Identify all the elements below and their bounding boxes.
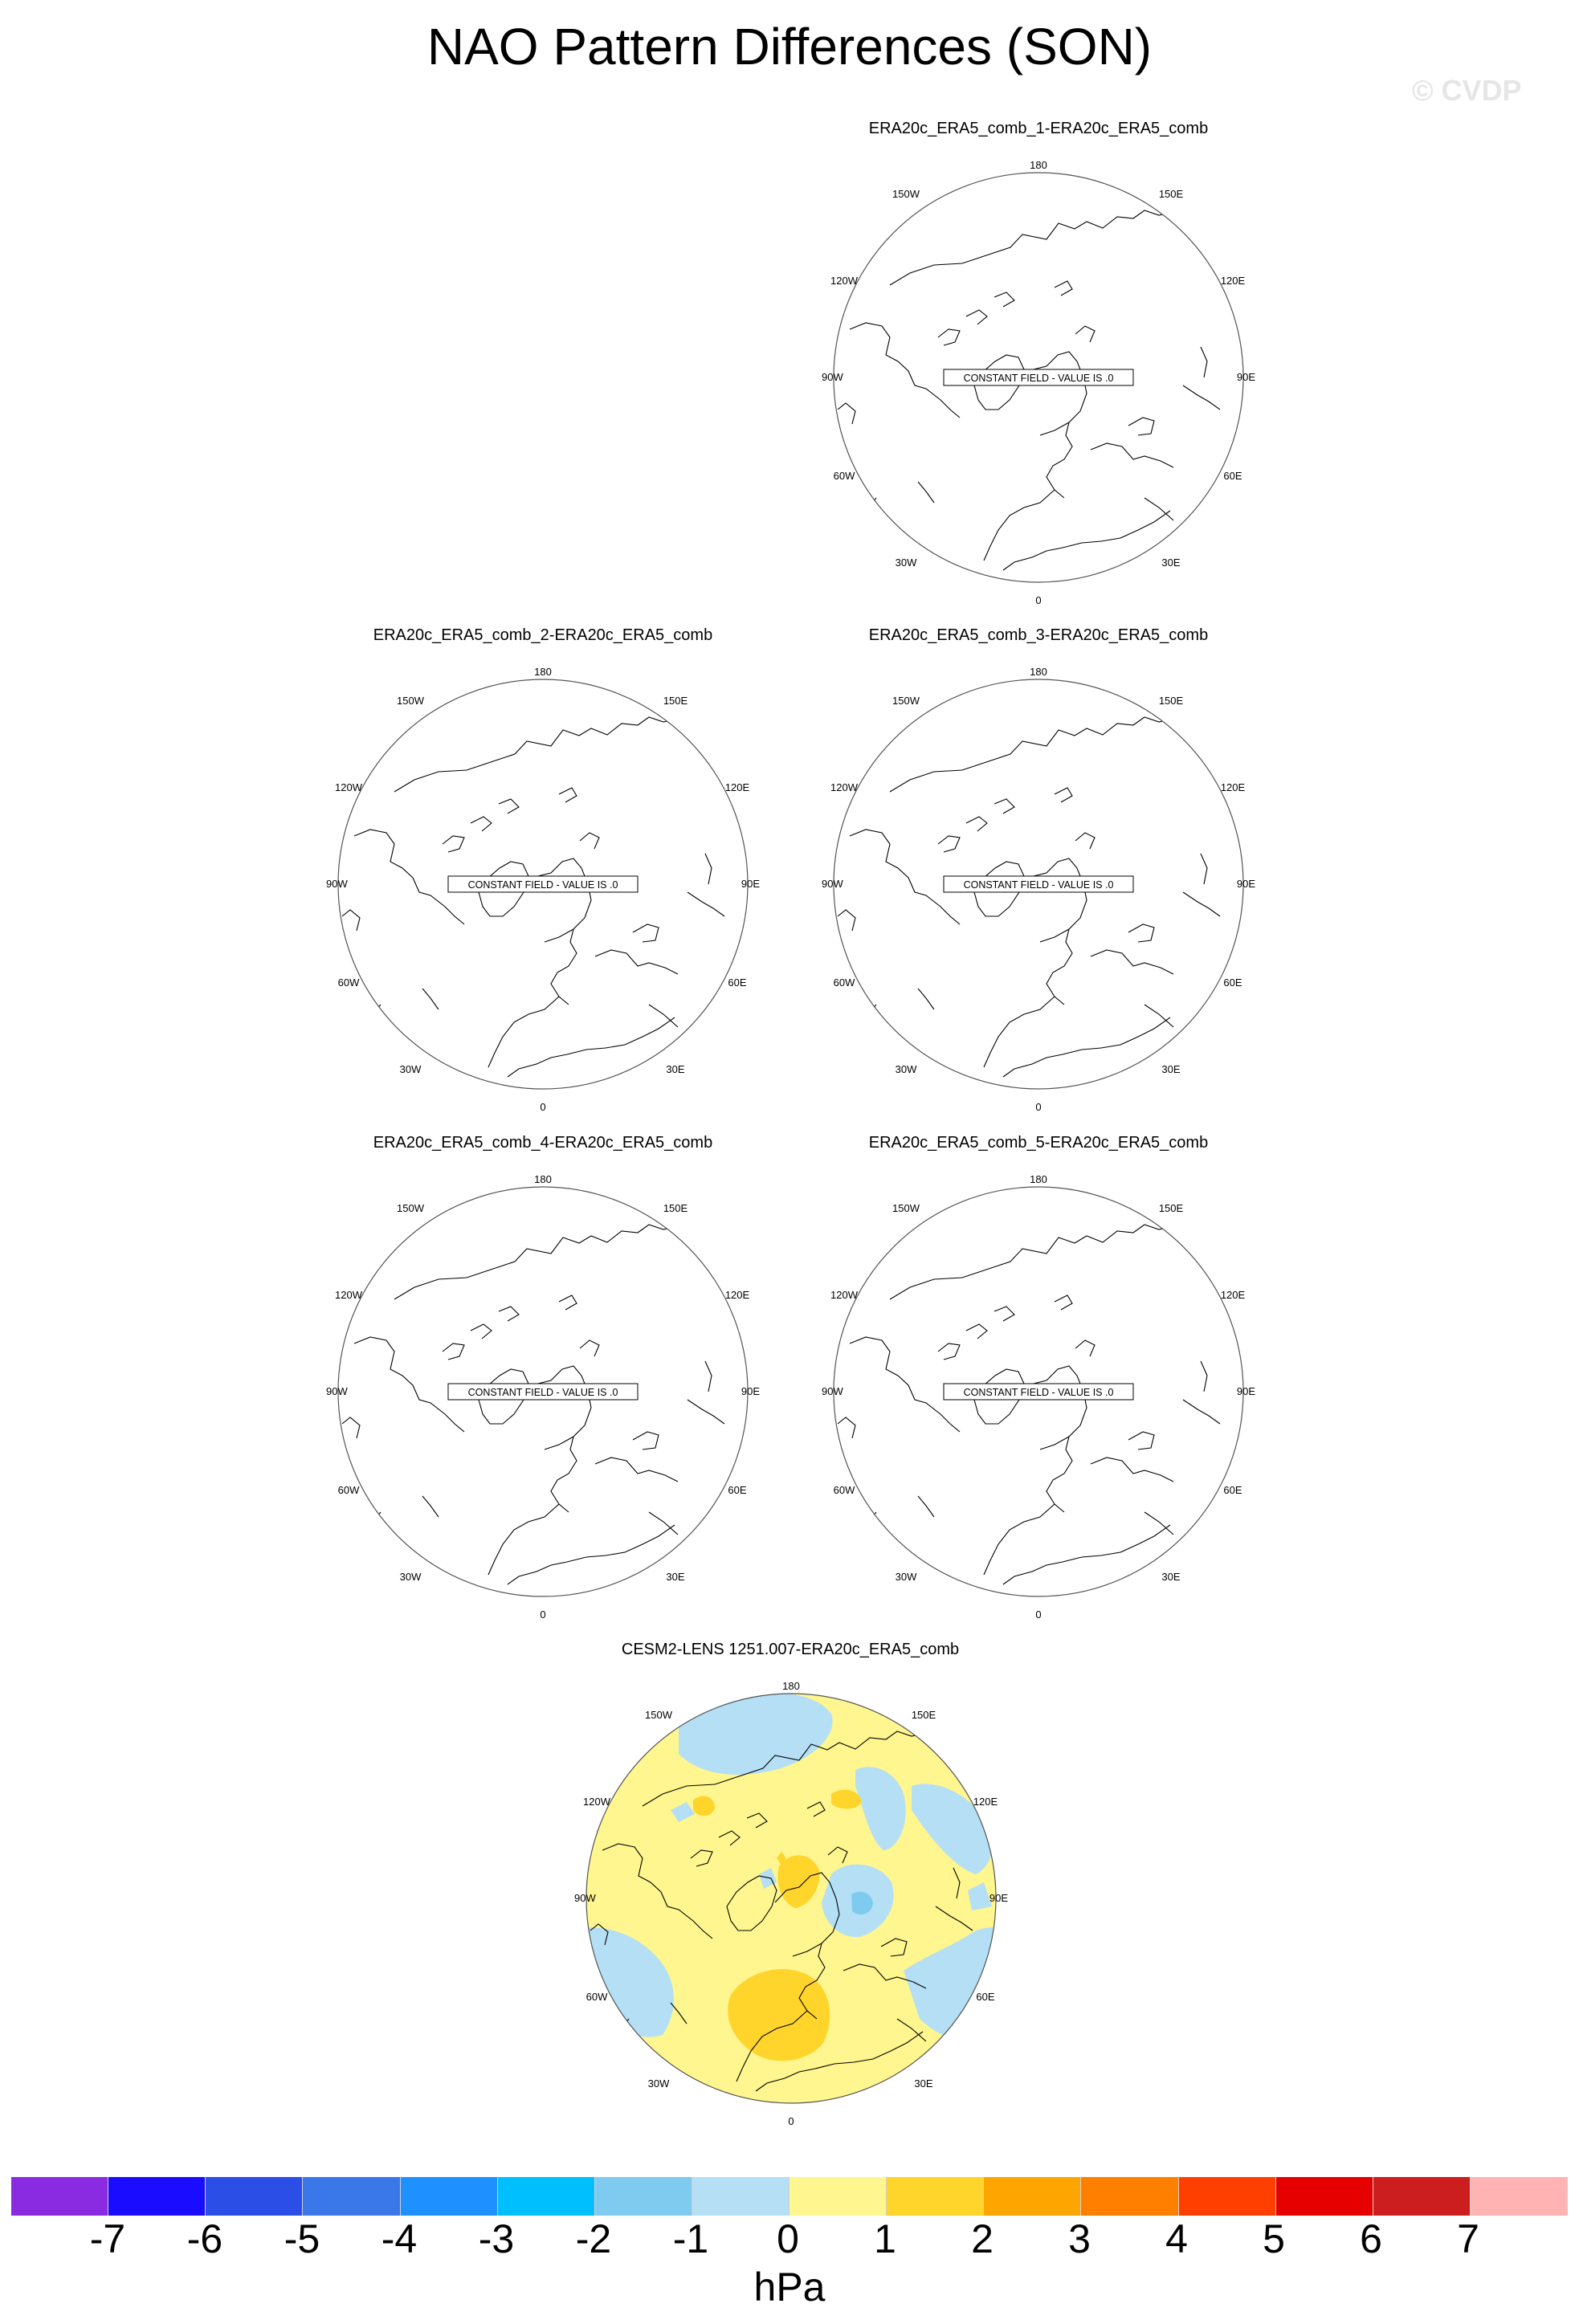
colorbar-swatch [401,2177,498,2216]
longitude-label: 60E [728,1484,747,1496]
map-panel-5 [814,1159,1263,1625]
longitude-label: 60W [337,1484,360,1496]
colorbar-swatch [790,2177,887,2216]
colorbar-swatch [1081,2177,1178,2216]
constant-field-note: CONSTANT FIELD - VALUE IS .0 [467,879,618,891]
colorbar-swatch [595,2177,692,2216]
longitude-label: 60W [833,470,855,482]
constant-field-note: CONSTANT FIELD - VALUE IS .0 [963,373,1114,384]
longitude-label: 120W [830,275,858,287]
longitude-label: 150E [1158,188,1184,200]
longitude-label: 120E [1220,275,1246,287]
colorbar-units: hPa [753,2265,826,2310]
longitude-label: 120E [724,1289,750,1301]
longitude-label: 30W [895,1571,917,1583]
longitude-label: 60E [976,1991,995,2003]
cvdp-watermark: © CVDP [1412,74,1522,107]
map-panel-2 [318,651,768,1117]
longitude-label: 60E [1223,1484,1242,1496]
tick-label: 7 [1457,2216,1479,2261]
longitude-label: 60E [1223,976,1242,989]
longitude-label: 150E [1158,1202,1184,1214]
colorbar-swatch [1373,2177,1471,2216]
longitude-label: 120E [1220,781,1246,793]
colorbar-swatch [1471,2177,1568,2216]
longitude-label: 0 [1035,1101,1042,1113]
longitude-label: 90W [822,1385,843,1397]
colorbar-swatch [11,2177,108,2216]
longitude-label: 90E [741,878,760,890]
colorbar-swatch [498,2177,595,2216]
longitude-label: 120E [1220,1289,1246,1301]
longitude-label: 30E [1161,1571,1181,1583]
tick-label: -7 [89,2216,126,2261]
map-panel-4 [318,1159,768,1625]
longitude-label: 0 [1035,1608,1042,1621]
map-panel-1 [814,145,1263,610]
longitude-label: 30E [914,2077,933,2090]
constant-field-note: CONSTANT FIELD - VALUE IS .0 [467,1387,618,1398]
map-panel-6 [566,1666,1016,2131]
longitude-label: 150E [911,1709,936,1721]
longitude-label: 30E [666,1063,685,1075]
longitude-label: 30W [895,1063,917,1075]
longitude-label: 120E [973,1796,998,1808]
longitude-label: 30W [399,1063,422,1075]
panel-title-6: CESM2-LENS 1251.007-ERA20c_ERA5_comb [621,1641,960,1658]
tick-label: 5 [1263,2216,1285,2261]
colorbar-swatch [887,2177,984,2216]
longitude-label: 90E [1236,371,1255,383]
longitude-label: 150E [663,695,688,707]
tick-label: 2 [971,2216,994,2261]
longitude-label: 150W [892,188,920,200]
longitude-label: 150W [397,1202,424,1214]
map-panel-3 [814,651,1263,1117]
longitude-label: 90W [326,878,348,890]
longitude-label: 150E [663,1202,688,1214]
longitude-label: 30W [895,557,917,569]
colorbar-swatch [1276,2177,1373,2216]
longitude-label: 30W [647,2077,670,2090]
longitude-label: 90W [574,1892,596,1904]
tick-label: -1 [672,2216,709,2261]
longitude-label: 120W [830,1289,858,1301]
longitude-label: 120W [335,1289,362,1301]
longitude-label: 180 [1030,159,1047,171]
longitude-label: 120W [583,1796,610,1808]
figure-title: NAO Pattern Differences (SON) [426,18,1153,75]
longitude-label: 60W [337,976,360,989]
longitude-label: 60W [833,1484,855,1496]
longitude-label: 0 [1035,594,1042,606]
panel-title-5: ERA20c_ERA5_comb_5-ERA20c_ERA5_comb [868,1134,1209,1152]
tick-label: 4 [1165,2216,1188,2261]
longitude-label: 0 [540,1608,546,1621]
longitude-label: 30E [1161,557,1181,569]
longitude-label: 60E [1223,470,1242,482]
longitude-label: 150W [397,695,424,707]
longitude-label: 30E [666,1571,685,1583]
colorbar-swatch [108,2177,206,2216]
panel-title-1: ERA20c_ERA5_comb_1-ERA20c_ERA5_comb [868,120,1209,137]
constant-field-note: CONSTANT FIELD - VALUE IS .0 [963,879,1114,891]
colorbar-swatch [692,2177,790,2216]
constant-field-note: CONSTANT FIELD - VALUE IS .0 [963,1387,1114,1398]
longitude-label: 30E [1161,1063,1181,1075]
longitude-label: 90E [1236,1385,1255,1397]
tick-label: -2 [575,2216,612,2261]
colorbar-swatch [206,2177,303,2216]
colorbar-swatch [984,2177,1081,2216]
longitude-label: 120E [724,781,750,793]
longitude-label: 60W [833,976,855,989]
longitude-label: 90E [741,1385,760,1397]
longitude-label: 90W [326,1385,348,1397]
longitude-label: 180 [1030,1173,1047,1185]
longitude-label: 150W [892,695,920,707]
longitude-label: 180 [534,666,552,678]
tick-label: -6 [186,2216,223,2261]
longitude-label: 30W [399,1571,422,1583]
tick-label: -3 [478,2216,515,2261]
panel-title-2: ERA20c_ERA5_comb_2-ERA20c_ERA5_comb [373,626,713,644]
panel-title-3: ERA20c_ERA5_comb_3-ERA20c_ERA5_comb [868,626,1209,644]
longitude-label: 90E [989,1892,1008,1904]
longitude-label: 60E [728,976,747,989]
longitude-label: 0 [540,1101,546,1113]
tick-label: 0 [777,2216,799,2261]
longitude-label: 60W [585,1991,608,2003]
longitude-label: 0 [788,2115,794,2127]
longitude-label: 90E [1236,878,1255,890]
tick-label: 6 [1360,2216,1382,2261]
longitude-label: 90W [822,371,843,383]
longitude-label: 150W [892,1202,920,1214]
panel-title-4: ERA20c_ERA5_comb_4-ERA20c_ERA5_comb [373,1134,713,1152]
longitude-label: 120W [335,781,362,793]
colorbar-swatch [303,2177,400,2216]
tick-label: -5 [284,2216,320,2261]
longitude-label: 180 [1030,666,1047,678]
longitude-label: 180 [534,1173,552,1185]
longitude-label: 180 [782,1680,800,1692]
longitude-label: 150E [1158,695,1184,707]
colorbar-swatch [1179,2177,1276,2216]
longitude-label: 150W [645,1709,672,1721]
longitude-label: 120W [830,781,858,793]
tick-label: 3 [1068,2216,1091,2261]
colorbar [11,2177,1568,2216]
tick-label: 1 [874,2216,896,2261]
longitude-label: 90W [822,878,843,890]
tick-label: -4 [381,2216,418,2261]
